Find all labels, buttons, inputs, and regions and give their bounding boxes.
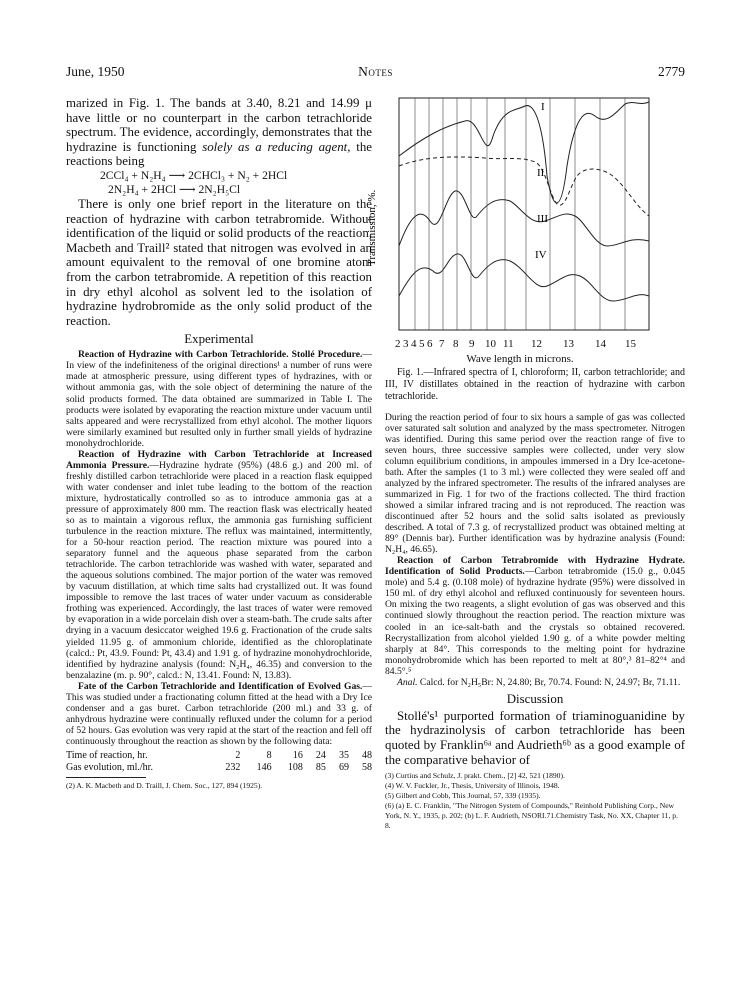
spectra-plot <box>366 96 685 336</box>
table-cell: 232 <box>225 762 241 773</box>
tick-label: 11 <box>503 338 514 350</box>
spectrum-curve-iv <box>399 254 649 301</box>
left-column <box>66 96 372 791</box>
tick-label: 9 <box>469 338 475 350</box>
footnote-3: (3) Curtius and Schulz, J. prakt. Chem., [2] 42, 521 (1890). <box>385 771 565 781</box>
footnote-4: (4) W. V. Fuckler, Jr., Thesis, University of Illinois, 1948. <box>385 781 560 791</box>
table-cell: 85 <box>315 762 326 773</box>
footnote-6: (6) (a) E. C. Franklin, "The Nitrogen System of Compounds," Reinhold Publishing Corp., New York, N. Y., 1935, p. 202; (b) L. F. Audrieth, NSORI.71.Chemistry Task, No. XX, Chapter 11, p. 8. <box>385 801 678 831</box>
gas-evolution-table <box>66 750 372 774</box>
header-date: June, 1950 <box>66 64 125 79</box>
analysis-line: Anal. Calcd. for N₂H₅Br: N, 24.80; Br, 70.74. Found: N, 24.97; Br, 71.11. <box>397 676 681 688</box>
table-row <box>66 762 372 774</box>
header-page-number: 2779 <box>658 64 685 79</box>
equation-1: 2CCl₄ + N₂H₄ ⟶ 2CHCl₃ + N₂ + 2HCl <box>100 168 288 182</box>
paragraph-discussion: Stollé's¹ purported formation of triaminoguanidine by the hydrazinolysis of carbon tetrachloride has been quoted by Franklin⁶ᵃ and Audrieth⁶ᵇ as a good example of the comparative behavior of <box>385 708 685 767</box>
tick-label: 12 <box>531 338 542 350</box>
paragraph-carbon-tetrabromide: There is only one brief report in the literature on the reaction of hydrazine with carbon tetrabromide. Without identification of the liquid or solid products of the reaction, Macbeth and Traill² stated that nitrogen was evolved in an amount equivalent to the removal of one bromine atom from the carbon tetrabromide. A repetition of this reaction in dry ethyl alcohol as solvent led to the isolation of hydrazine hydrobromide as the only solid product of the reaction. <box>66 196 372 328</box>
tick-label: 3 <box>403 338 409 350</box>
table-cell: 58 <box>362 762 372 773</box>
footnote-2: (2) A. K. Macbeth and D. Traill, J. Chem. Soc., 127, 894 (1925). <box>66 781 263 790</box>
table-cell: 146 <box>256 762 272 773</box>
heading-experimental: Experimental <box>184 332 254 347</box>
table-cell: 2 <box>235 750 241 761</box>
table-cell: 69 <box>338 762 349 773</box>
figure-caption: Fig. 1.—Infrared spectra of I, chloroform; II, carbon tetrachloride; and III, IV distillates obtained in the reaction of hydrazine with carbon tetrachloride. <box>385 367 685 403</box>
footnote-5: (5) Gilbert and Cobb, This Journal, 57, 339 (1935). <box>385 791 541 801</box>
tick-label: 6 <box>427 338 433 350</box>
tick-label: 5 <box>419 338 425 350</box>
tick-label: 13 <box>563 338 574 350</box>
table-row-label: Time of reaction, hr. <box>66 750 148 761</box>
paragraph-gas-analysis: During the reaction period of four to six hours a sample of gas was collected over saturated salt solution and analyzed by the mass spectrometer. Nitrogen was identified. During this same period over the reaction range of five to seven hours, three successive samples were collected, under very slow column equilibrium conditions, in ampoules immersed in a Dry Ice-acetone-bath. After the samples (1 to 3 ml.) were collected they were sealed off and analyzed by the infrared spectrometer. The results of the infrared analyses are summarized in Fig. 1 for two of the fractions collected. The third fraction showed a similar infrared tracing and is not reproduced. The reaction was discontinued after 52 hours and the solid salts isolated as previously described. A total of 7.3 g. of recrystallized product was obtained melting at 89° (Dennis bar). Further identification was by hydrazine analysis (Found: N₂H₄, 46.65). <box>385 411 685 556</box>
table-cell: 24 <box>315 750 326 761</box>
infrared-spectra-figure <box>366 96 685 336</box>
table-cell: 35 <box>338 750 349 761</box>
section-ammonia-pressure: Reaction of Hydrazine with Carbon Tetrachloride at Increased Ammonia Pressure.—Hydrazine hydrate (95%) (48.6 g.) and 200 ml. of freshly distilled carbon tetrachloride were placed in a reaction flask equipped with water condenser and inlet tube leading to the bottom of the reaction mixture, hydrostatically controlled so as to introduce ammonia gas at a pressure of approximately 800 mm. The reaction flask was electrically heated so as to maintain a vigorous reflux, the ammonia gas furnishing sufficient turbulence in the reaction mixture. The reflux was maintained, intermittently, for a 50-hour reaction period. The reaction mixture was poured into a separatory funnel and the aqueous phase separated from the carbon tetrachloride. The carbon tetrachloride was washed with water, separated and the aqueous solutions combined. The major portion of the water was removed by vacuum distillation, at which time salts had crystallized out. It was found impossible to remove the last traces of water under vacuum as considerable frothing was experienced. Accordingly, the last traces of water were removed by evaporation in a wide porcelain dish over a steam-bath. The crude salts after drying in a vacuum desiccator weighed 19.6 g. Fractionation of the crude salts yielded 11.95 g. of ammonium chloride, identified as the chloroplatinate (calcd.: Pt, 43.9. Found: Pt, 43.4) and 1.91 g. of hydrazine monohydrochloride, identified by hydrazine analysis (found: N₂H₄, 46.35) and conversion to the benzalazine (m. p. 90°, calcd.: N, 13.41. Found: N, 13.83). <box>66 448 372 681</box>
plot-frame <box>399 98 649 330</box>
table-row-label: Gas evolution, ml./hr. <box>66 762 153 773</box>
footnote-divider <box>66 777 146 778</box>
spectrum-curve-i <box>399 102 649 203</box>
x-axis-ticks <box>385 338 685 352</box>
paragraph-spectrum: marized in Fig. 1. The bands at 3.40, 8.21 and 14.99 μ have little or no counterpart in the carbon tetrachloride spectrum. The evidence, accordingly, demonstrates that the hydrazine is functioning solely as a reducing agent, the reactions being <box>66 96 372 169</box>
table-cell: 48 <box>362 750 372 761</box>
tick-label: 15 <box>625 338 636 350</box>
heading-discussion: Discussion <box>506 691 564 706</box>
tick-label: 7 <box>439 338 445 350</box>
table-cell: 16 <box>292 750 303 761</box>
tick-label: 2 <box>395 338 401 350</box>
curve-label-iii: III <box>537 213 548 225</box>
curve-label-i: I <box>541 101 545 113</box>
tick-label: 8 <box>453 338 459 350</box>
table-row <box>66 750 372 762</box>
running-header <box>66 64 685 84</box>
table-cell: 8 <box>266 750 272 761</box>
spectrum-curve-ii <box>399 157 649 216</box>
tick-label: 4 <box>411 338 417 350</box>
x-axis-label: Wave length in microns. <box>466 353 574 365</box>
equation-2: 2N₂H₄ + 2HCl ⟶ 2N₂H₅Cl <box>108 182 241 196</box>
header-section: Notes <box>358 64 393 79</box>
tick-label: 14 <box>595 338 606 350</box>
section-stolle-procedure: Reaction of Hydrazine with Carbon Tetrachloride. Stollé Procedure.—In view of the indefiniteness of the original directions¹ a number of runs were made at atmospheric pressure, using different types of hydrazines, with or without ammonia gas, with the sole object of determining the nature of the solid products formed. The data obtained are summarized in Table I. The products were isolated by evaporating the reaction mixture under vacuum until salts appeared and were recrystallized from ethyl alcohol. The mother liquors were similarly examined but resulted only in further small yields of hydrazine monohydrochloride. <box>66 349 372 449</box>
section-evolved-gas: Fate of the Carbon Tetrachloride and Identification of Evolved Gas.—This was studied under a fractionating column fitted at the head with a Dry Ice condenser and a gas buret. Carbon tetrachloride (200 ml.) and 33 g. of anhydrous hydrazine were continually refluxed under the column for a period of 52 hours. Gas evolution was very rapid at the start of the reaction and fell off continuously throughout the reaction as shown by the following data: <box>66 680 372 747</box>
y-axis-label: Transmission, %. <box>366 189 378 266</box>
tick-label: 10 <box>485 338 496 350</box>
table-cell: 108 <box>287 762 303 773</box>
curve-label-iv: IV <box>535 249 547 261</box>
section-carbon-tetrabromide: Reaction of Carbon Tetrabromide with Hydrazine Hydrate. Identification of Solid Products.—Carbon tetrabromide (15.0 g., 0.045 mole) and 5.4 g. (0.108 mole) of hydrazine hydrate (95%) were dissolved in 150 ml. of dry ethyl alcohol and refluxed continuously for seventeen hours. On mixing the two reagents, a slight evolution of gas was observed and this continued slowly throughout the reaction period. The reaction mixture was cooled in an ice-salt-bath and the crystals so obtained recovered. Recrystallization from alcohol yielded 1.90 g. of a white powder melting sharply at 84°. This corresponds to the melting point for hydrazine monohydrobromide which has been reported to melt at 80°,³ 81–82°⁴ and 84.5°.⁵ <box>385 555 686 677</box>
spectrum-curve-iii <box>399 191 649 246</box>
curve-label-ii: II <box>537 167 545 179</box>
